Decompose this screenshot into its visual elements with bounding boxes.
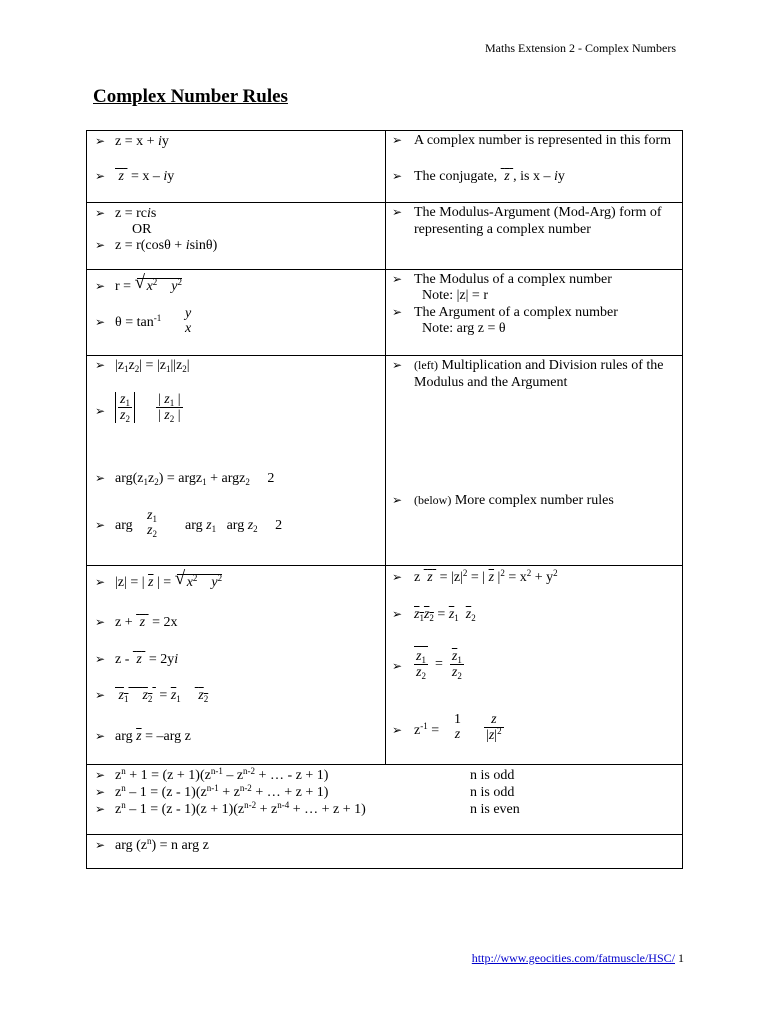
bullet-icon: ➢ — [95, 206, 106, 220]
factorisation-condition: n is even — [470, 802, 520, 817]
rule-description: A complex number is represented in this form — [414, 133, 671, 148]
bullet-icon: ➢ — [95, 575, 106, 589]
rule-note: Note: |z| = r — [422, 288, 488, 303]
fraction-y-over-x: y x — [185, 306, 192, 336]
bullet-icon: ➢ — [392, 607, 403, 621]
fraction-z1-over-z2: $z_1$ $z_2$ — [147, 508, 157, 539]
rule-description: More complex number rules — [454, 493, 614, 508]
factorisation-formula: $z^n - 1 = (z - 1)(z + 1)(z^{n-2} + z^{n-4}$ + … + z + 1) — [115, 800, 366, 817]
factorisation-formula: $z^n - 1 = (z - 1)(z^{n-1} + z^{n-2}$ + … + z + 1) — [115, 783, 329, 800]
page-footer — [472, 951, 684, 966]
rule-formula: $z_1z_2 = z_1$ $z_2$ — [414, 607, 476, 623]
rule-formula: z = rcis — [115, 206, 157, 221]
rule-formula: z = x – iy — [118, 169, 175, 184]
bullet-icon: ➢ — [95, 615, 106, 629]
rule-description: The Modulus-Argument (Mod-Arg) form of representing a complex number — [414, 205, 662, 237]
rule-formula: |z| = | z | = √ $x^2$ $y^2$ — [115, 574, 222, 591]
factorisation-condition: n is odd — [470, 785, 515, 800]
rule-description: The Argument of a complex number — [414, 305, 618, 320]
rule-formula: z - z = 2yi — [115, 652, 179, 667]
rule-formula: $arg(z_1z_2)$ = argz$_1$ + argz$_2$ 2 — [115, 471, 275, 487]
page-title: Complex Number Rules — [93, 86, 288, 107]
rule-row-factorisation — [87, 765, 682, 835]
bullet-icon: ➢ — [95, 729, 106, 743]
rule-formula: $|z_1z_2| = |z_1||z_2|$ — [115, 358, 190, 374]
rule-row-modulus-argument — [87, 270, 682, 356]
rule-formula: arg z = –arg z — [115, 729, 191, 744]
rule-row-multiplication-division — [87, 356, 682, 566]
bullet-icon: ➢ — [392, 723, 403, 737]
rule-row-conjugate-properties — [87, 566, 682, 765]
bullet-icon: ➢ — [95, 652, 106, 666]
rule-formula: $\theta = \tan^{-1}$ — [115, 313, 162, 330]
rule-formula: arg $z_1$ arg $z_2$ 2 — [185, 518, 283, 534]
bullet-icon: ➢ — [95, 134, 106, 148]
bullet-icon: ➢ — [95, 838, 106, 852]
bullet-icon: ➢ — [95, 279, 106, 293]
bullet-icon: ➢ — [95, 768, 106, 782]
bullet-icon: ➢ — [392, 205, 403, 219]
factorisation-formula: $z^n + 1 = (z + 1)(z^{n-1} - z^{n-2}$ + … - z + 1) — [115, 766, 329, 783]
rule-formula: r = √ $x^2$ $y^2$ — [115, 278, 182, 295]
rule-description: The conjugate, z , is x – iy — [414, 169, 565, 184]
rule-description: The Modulus of a complex number — [414, 272, 612, 287]
bullet-icon: ➢ — [95, 688, 106, 702]
bullet-icon: ➢ — [392, 272, 403, 286]
rule-row-mod-arg — [87, 203, 682, 270]
bullet-icon: ➢ — [392, 133, 403, 147]
bullet-icon: ➢ — [95, 802, 106, 816]
direction-note: (below) — [414, 493, 452, 507]
rule-row-de-moivre — [87, 835, 682, 868]
fraction-zbar-over-modulus: $\frac{z}{|z|^2}$ — [486, 712, 502, 743]
bullet-icon: ➢ — [95, 471, 106, 485]
direction-note: (left) — [414, 358, 438, 372]
rule-formula: z = x + iy — [115, 134, 169, 149]
rule-formula: $\frac{z_1}{z_2}$ = $\frac{z_1}{z_2}$ — [414, 646, 464, 680]
bullet-icon: ➢ — [392, 570, 403, 584]
rule-formula: z + z = 2x — [115, 615, 178, 630]
rule-formula: $z^{-1}$ = — [414, 721, 440, 738]
bullet-icon: ➢ — [95, 785, 106, 799]
rule-formula: $z_1$ $z_2 = z_1$ $z_2$ — [118, 688, 209, 704]
rule-formula: z = r(cosθ + isinθ) — [115, 238, 218, 253]
bullet-icon: ➢ — [95, 404, 106, 418]
bullet-icon: ➢ — [95, 169, 106, 183]
rule-formula: z $z = |z|^2$ = | z $|^2 = x^2 + y^2$ — [414, 568, 558, 585]
running-header: Maths Extension 2 - Complex Numbers — [485, 41, 676, 55]
rule-description: Multiplication and Division rules of the Modulus and the Argument — [414, 358, 664, 390]
or-label: OR — [132, 222, 152, 237]
source-link[interactable]: http://www.geocities.com/fatmuscle/HSC/ — [471, 951, 675, 965]
factorisation-condition: n is odd — [470, 768, 515, 783]
fraction-one-over-z: 1 z — [454, 712, 461, 742]
rule-row-definition — [87, 131, 682, 203]
page-number: 1 — [678, 951, 684, 965]
bullet-icon: ➢ — [392, 358, 403, 372]
rule-formula: arg $(z^n) = n$ arg z — [115, 836, 209, 853]
bullet-icon: ➢ — [392, 659, 403, 673]
bullet-icon: ➢ — [95, 518, 106, 532]
bullet-icon: ➢ — [95, 358, 106, 372]
rule-formula: $\frac{z_1}{z_2}$ $\frac{| z_1 |}{| z_2 |}$ — [115, 392, 183, 423]
bullet-icon: ➢ — [392, 305, 403, 319]
bullet-icon: ➢ — [392, 169, 403, 183]
bullet-icon: ➢ — [95, 315, 106, 329]
bullet-icon: ➢ — [392, 493, 403, 507]
rules-table — [86, 130, 683, 869]
rule-note: Note: arg z = θ — [422, 321, 506, 336]
bullet-icon: ➢ — [95, 238, 106, 252]
rule-formula: arg — [115, 518, 133, 533]
